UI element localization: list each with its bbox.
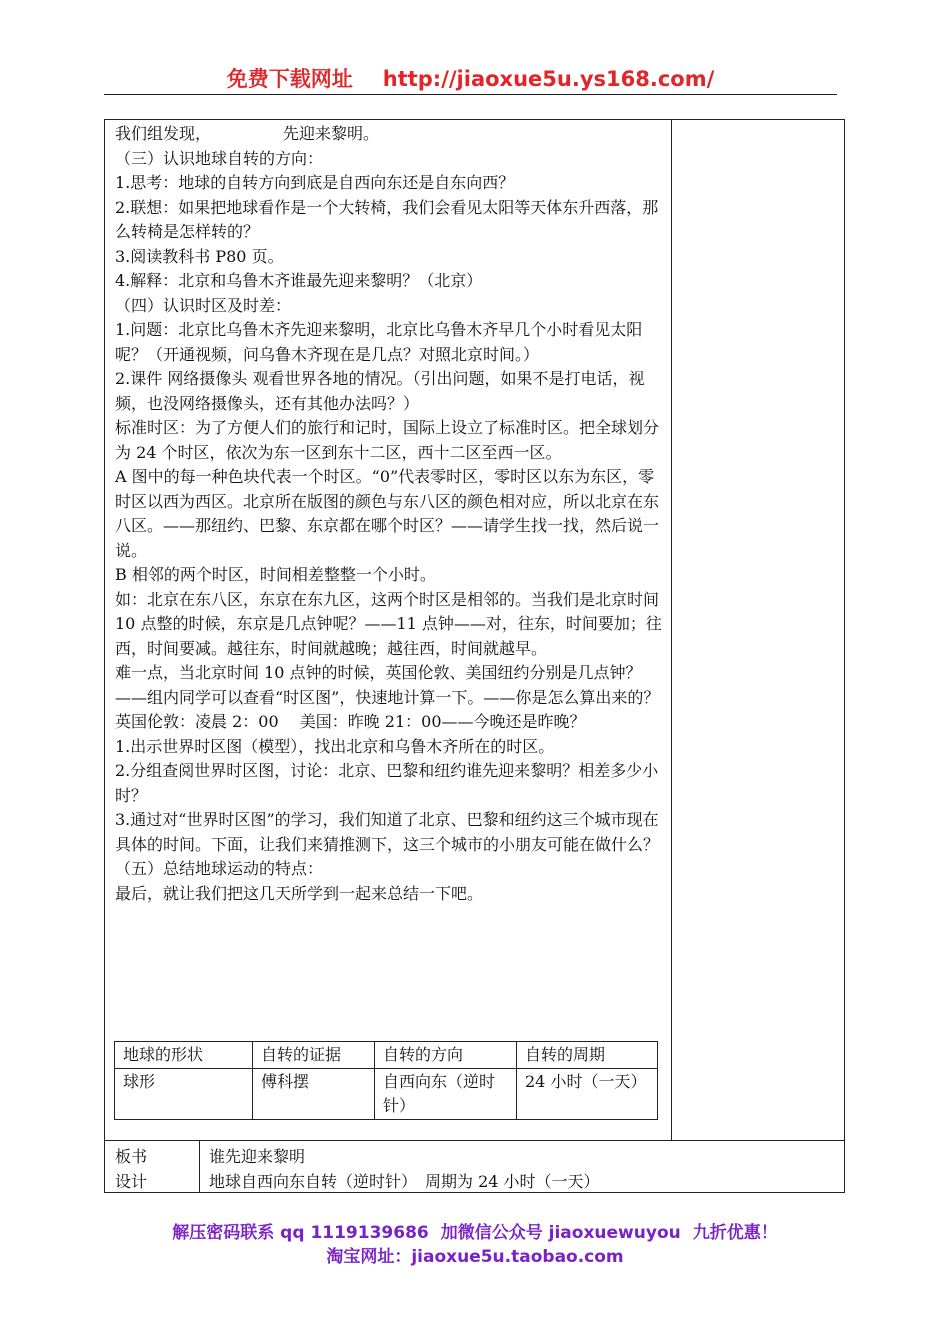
table-cell: 自西向东（逆时针） — [375, 1069, 517, 1120]
content-line: 1.思考：地球的自转方向到底是自西向东还是自东向西？ — [115, 173, 515, 192]
content-line: A 图中的每一种色块代表一个时区。“0”代表零时区，零时区以东为东区，零时区以西为西区。北京所在版图的颜色与东八区的颜色相对应，所以北京在东八区。——那纽约、巴黎、东京都在哪个时区？——请学生找一找，然后说一说。 — [115, 467, 660, 560]
content-line: 标准时区：为了方便人们的旅行和记时，国际上设立了标准时区。把全球划分为 24 个时区，依次为东一区到东十二区，西十二区至西一区。 — [115, 418, 660, 462]
footer-wechat: 加微信公众号 jiaoxuewuyou — [440, 1223, 681, 1243]
table-cell: 傅科摆 — [253, 1069, 375, 1120]
content-line: 我们组发现， 先迎来黎明。 — [115, 124, 380, 143]
footer-line-2 — [0, 1242, 950, 1267]
content-line: 3.阅读教科书 P80 页。 — [115, 246, 284, 266]
lesson-table — [104, 119, 845, 1193]
lesson-content — [115, 122, 667, 906]
table-row — [115, 1069, 658, 1120]
board-content — [209, 1144, 600, 1194]
content-line: （五）总结地球运动的特点： — [115, 859, 324, 878]
table-header-cell: 自转的周期 — [517, 1042, 658, 1069]
table-header-cell: 自转的证据 — [253, 1042, 375, 1069]
content-line: 4.解释：北京和乌鲁木齐谁最先迎来黎明？（北京） — [115, 271, 483, 290]
content-line: 1.问题：北京比乌鲁木齐先迎来黎明，北京比乌鲁木齐早几个小时看见太阳呢？（开通视频，问乌鲁木齐现在是几点？对照北京时间。） — [115, 320, 643, 364]
footer-line-1 — [0, 1218, 950, 1243]
content-line: 3.通过对“世界时区图”的学习，我们知道了北京、巴黎和纽约这三个城市现在具体的时间。下面，让我们来猜推测下，这三个城市的小朋友可能在做什么？ — [115, 810, 660, 854]
page-header — [104, 64, 837, 95]
board-label — [115, 1144, 195, 1194]
content-line: （四）认识时区及时差： — [115, 295, 292, 315]
content-line: 2.课件 网络摄像头 观看世界各地的情况。（引出问题，如果不是打电话，视频，也没网络摄像头，还有其他办法吗？） — [115, 369, 645, 413]
row-divider — [105, 1140, 844, 1141]
footer-taobao[interactable]: 淘宝网址：jiaoxue5u.taobao.com — [326, 1247, 624, 1267]
summary-table — [114, 1041, 658, 1120]
board-label-line: 板书 — [115, 1147, 148, 1166]
board-label-line: 设计 — [115, 1172, 148, 1191]
content-line: 最后，就让我们把这几天所学到一起来总结一下吧。 — [115, 883, 484, 903]
column-divider — [671, 120, 672, 1140]
board-line: 地球自西向东自转（逆时针） 周期为 24 小时（一天） — [209, 1172, 600, 1191]
header-label: 免费下载网址 — [226, 67, 353, 91]
table-cell: 球形 — [115, 1069, 253, 1120]
content-line: 难一点，当北京时间 10 点钟的时候，英国伦敦、美国纽约分别是几点钟？——组内同学可以查看“时区图”，快速地计算一下。——你是怎么算出来的？ — [115, 663, 660, 707]
footer-discount: 九折优惠！ — [692, 1223, 778, 1243]
content-line: 英国伦敦：凌晨 2：00 美国：昨晚 21：00——今晚还是昨晚？ — [115, 712, 586, 731]
table-cell: 24 小时（一天） — [517, 1069, 658, 1120]
table-header-cell: 地球的形状 — [115, 1042, 253, 1069]
content-line: 2.分组查阅世界时区图，讨论：北京、巴黎和纽约谁先迎来黎明？相差多少小时？ — [115, 761, 659, 805]
content-line: B 相邻的两个时区，时间相差整整一个小时。 — [115, 565, 436, 584]
content-line: （三）认识地球自转的方向： — [115, 148, 324, 168]
content-line: 1.出示世界时区图（模型），找出北京和乌鲁木齐所在的时区。 — [115, 736, 555, 756]
table-header-cell: 自转的方向 — [375, 1042, 517, 1069]
table-header-row — [115, 1042, 658, 1069]
footer-qq: 解压密码联系 qq 1119139686 — [172, 1223, 429, 1243]
board-line: 谁先迎来黎明 — [209, 1147, 306, 1166]
board-divider — [199, 1140, 200, 1193]
header-url[interactable]: http://jiaoxue5u.ys168.com/ — [382, 67, 715, 91]
content-line: 2.联想：如果把地球看作是一个大转椅，我们会看见太阳等天体东升西落，那么转椅是怎样转的？ — [115, 197, 659, 241]
content-line: 如：北京在东八区，东京在东九区，这两个时区是相邻的。当我们是北京时间 10 点整的时候，东京是几点钟呢？——11 点钟——对，往东，时间要加；往西，时间要减。越往东，时间就越晚；越往西，时间就越早。 — [115, 589, 662, 658]
